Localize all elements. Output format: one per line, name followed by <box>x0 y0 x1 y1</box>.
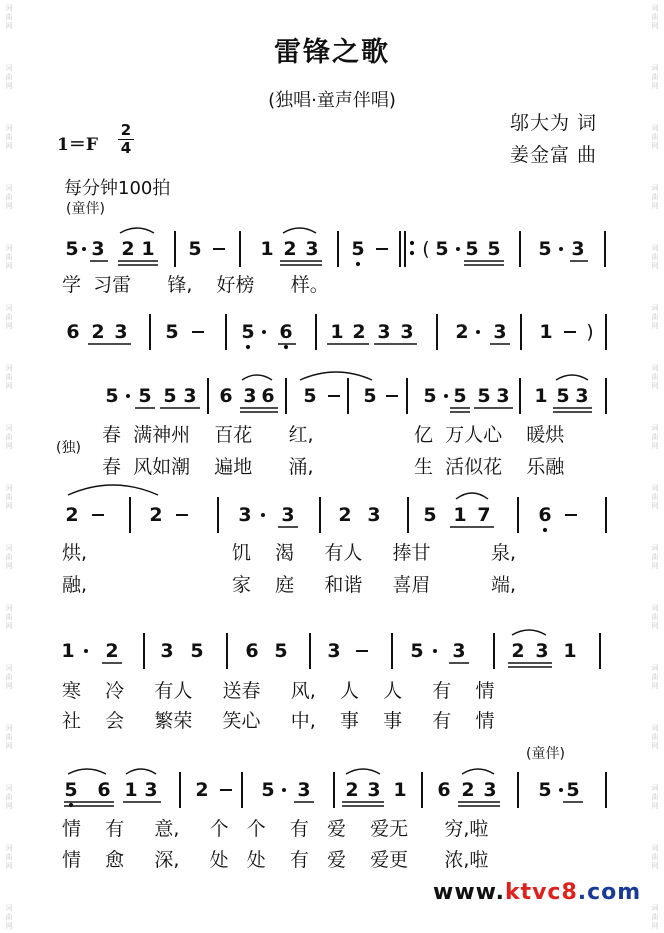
site-logo-brand: ktvc8 <box>504 880 578 905</box>
note: 2 <box>195 779 209 801</box>
lyric-line-5b: 社 会 繁荣 笑心 中, 事 事 有 情 <box>62 710 495 732</box>
note: 5 <box>556 385 570 407</box>
octave-dot <box>543 528 547 532</box>
note: 2 <box>338 504 352 526</box>
watermark-text: 词 曲 网 <box>651 664 659 690</box>
site-logo-suffix: .com <box>577 880 642 905</box>
note: 3 <box>297 779 311 801</box>
note: 1 <box>534 385 548 407</box>
note: 5 <box>261 779 275 801</box>
note: 2 <box>91 321 105 343</box>
note: 2 <box>65 504 79 526</box>
note: 1 <box>563 640 577 662</box>
slur <box>120 228 154 233</box>
augmentation-dot <box>82 247 86 251</box>
note: 3 <box>571 238 585 260</box>
note: 6 <box>66 321 80 343</box>
note: 3 <box>160 640 174 662</box>
note: 2 <box>105 640 119 662</box>
lyric-line-4a-start: 烘, <box>62 542 88 564</box>
watermark-text: 词 曲 网 <box>651 844 659 870</box>
note: 2 <box>121 238 135 260</box>
augmentation-dot <box>282 788 286 792</box>
watermark-text: 词 曲 网 <box>651 604 659 630</box>
note: 2 <box>455 321 469 343</box>
note: 1 <box>141 238 155 260</box>
watermark-text: 词 曲 网 <box>5 544 13 570</box>
paren: ) <box>586 321 594 343</box>
note: 3 <box>575 385 589 407</box>
octave-dot <box>356 262 360 266</box>
augmentation-dot <box>456 247 460 251</box>
lyric-line-3d: 生 活似花 乐融 <box>414 456 565 478</box>
watermark-text: 词 曲 网 <box>651 904 659 930</box>
composer-credit: 姜金富 曲 <box>510 144 598 166</box>
watermark-text: 词 曲 网 <box>5 364 13 390</box>
note: 1 <box>260 238 274 260</box>
note: 5 <box>477 385 491 407</box>
octave-dot <box>284 345 288 349</box>
note: 6 <box>261 385 275 407</box>
watermark-text: 词 曲 网 <box>651 544 659 570</box>
augmentation-dot <box>559 247 563 251</box>
note: 1 <box>453 504 467 526</box>
note: 5 <box>538 779 552 801</box>
slur <box>462 769 494 774</box>
note: 2 <box>352 321 366 343</box>
note: 5 <box>241 321 255 343</box>
augmentation-dot <box>84 649 88 653</box>
chorus-tag-1: (童伴) <box>66 201 105 217</box>
note: 7 <box>477 504 491 526</box>
note: 3 <box>367 779 381 801</box>
lyric-line-4a: 饥 渴 有人 捧甘 泉, <box>232 542 516 564</box>
slur <box>556 375 588 380</box>
note: 3 <box>281 504 295 526</box>
note: 5 <box>423 385 437 407</box>
watermark-text: 词 曲 网 <box>651 4 659 30</box>
augmentation-dot <box>559 788 563 792</box>
watermark-text: 词 曲 网 <box>651 724 659 750</box>
augmentation-dot <box>476 330 480 334</box>
note: 3 <box>400 321 414 343</box>
octave-dot <box>246 345 250 349</box>
note: 1 <box>393 779 407 801</box>
watermark-text: 词 曲 网 <box>651 784 659 810</box>
song-subtitle: (独唱·童声伴唱) <box>268 90 396 111</box>
note: 5 <box>65 238 79 260</box>
note: 3 <box>305 238 319 260</box>
note: 3 <box>493 321 507 343</box>
slur <box>242 375 272 380</box>
note: 3 <box>243 385 257 407</box>
note: 3 <box>483 779 497 801</box>
note: 5 <box>487 238 501 260</box>
watermark-text: 词 曲 网 <box>651 184 659 210</box>
note: 6 <box>97 779 111 801</box>
note: 5 <box>465 238 479 260</box>
note: 1 <box>330 321 344 343</box>
note: 5 <box>453 385 467 407</box>
watermark-text: 词 曲 网 <box>651 364 659 390</box>
watermark-text: 词 曲 网 <box>5 64 13 90</box>
note: 5 <box>363 385 377 407</box>
watermark-text: 词 曲 网 <box>5 304 13 330</box>
lyricist-credit: 邬大为 词 <box>510 112 598 134</box>
slur <box>68 769 106 774</box>
note: 5 <box>188 238 202 260</box>
note: 3 <box>114 321 128 343</box>
watermark-text: 词 曲 网 <box>5 784 13 810</box>
watermark-text: 词 曲 网 <box>651 64 659 90</box>
note: 2 <box>149 504 163 526</box>
note: 3 <box>367 504 381 526</box>
time-signature-bottom: 4 <box>120 139 132 157</box>
note: 5 <box>423 504 437 526</box>
augmentation-dot <box>433 649 437 653</box>
watermark-text: 词 曲 网 <box>651 484 659 510</box>
note: 5 <box>351 238 365 260</box>
chorus-tag-2: (童伴) <box>526 746 565 762</box>
slur <box>512 630 546 635</box>
note: 3 <box>535 640 549 662</box>
lyric-line-1: 学 习雷 锋, 好榜 样。 <box>62 274 329 296</box>
slur <box>456 493 488 499</box>
site-logo[interactable] <box>433 880 641 905</box>
slur <box>283 228 316 233</box>
lyric-line-6b: 情 愈 深, 处 处 有 爱 爱更 浓,啦 <box>62 849 489 871</box>
octave-dot <box>410 251 414 255</box>
site-logo-prefix: www. <box>433 880 505 905</box>
watermark-text: 词 曲 网 <box>5 4 13 30</box>
note: 5 <box>165 321 179 343</box>
note: 5 <box>538 238 552 260</box>
lyric-line-3c: 春 风如潮 遍地 涌, <box>102 456 314 478</box>
note: 3 <box>144 779 158 801</box>
note: 6 <box>219 385 233 407</box>
note: 3 <box>496 385 510 407</box>
note: 1 <box>124 779 138 801</box>
note: 5 <box>163 385 177 407</box>
song-title: 雷锋之歌 <box>274 37 390 68</box>
lyric-line-5a: 寒 冷 有人 送春 风, 人 人 有 情 <box>62 680 495 702</box>
note: 2 <box>345 779 359 801</box>
augmentation-dot <box>262 330 266 334</box>
note: 3 <box>183 385 197 407</box>
note: 1 <box>539 321 553 343</box>
time-signature-top: 2 <box>120 121 132 139</box>
note: 6 <box>279 321 293 343</box>
lyric-line-6a: 情 有 意, 个 个 有 爱 爱无 穷,啦 <box>62 818 489 840</box>
note: 2 <box>283 238 297 260</box>
note: 1 <box>61 640 75 662</box>
watermark-text: 词 曲 网 <box>651 304 659 330</box>
augmentation-dot <box>126 394 130 398</box>
watermark-text: 词 曲 网 <box>651 244 659 270</box>
note: 5 <box>105 385 119 407</box>
note: 5 <box>435 238 449 260</box>
watermark-text: 词 曲 网 <box>5 664 13 690</box>
note: 6 <box>437 779 451 801</box>
octave-dot <box>410 241 414 245</box>
note: 6 <box>245 640 259 662</box>
slur <box>346 769 380 774</box>
note: 3 <box>91 238 105 260</box>
watermark-text: 词 曲 网 <box>5 484 13 510</box>
slur <box>126 769 156 774</box>
lyric-line-4b-start: 融, <box>62 574 88 596</box>
augmentation-dot <box>444 394 448 398</box>
lyric-line-3a: 春 满神州 百花 红, <box>102 424 314 446</box>
note: 3 <box>377 321 391 343</box>
watermark-text: 词 曲 网 <box>651 124 659 150</box>
slur <box>300 372 372 380</box>
watermark-text: 词 曲 网 <box>5 424 13 450</box>
watermark-text: 词 曲 网 <box>5 724 13 750</box>
watermark-text: 词 曲 网 <box>5 604 13 630</box>
note: 3 <box>452 640 466 662</box>
paren: ( <box>422 238 430 260</box>
watermark-text: 词 曲 网 <box>5 904 13 930</box>
note: 5 <box>410 640 424 662</box>
note: 5 <box>138 385 152 407</box>
note: 3 <box>238 504 252 526</box>
watermark-text: 词 曲 网 <box>5 244 13 270</box>
watermark-text: 词 曲 网 <box>5 184 13 210</box>
note: 5 <box>190 640 204 662</box>
tempo-marking: 每分钟100拍 <box>64 178 171 199</box>
note: 6 <box>538 504 552 526</box>
note: 5 <box>566 779 580 801</box>
key-signature: 1＝F <box>57 135 98 155</box>
note: 5 <box>303 385 317 407</box>
note: 3 <box>327 640 341 662</box>
watermark-text: 词 曲 网 <box>651 424 659 450</box>
slur <box>68 485 158 495</box>
solo-tag: (独) <box>56 440 81 456</box>
watermark-text: 词 曲 网 <box>5 124 13 150</box>
lyric-line-3b: 亿 万人心 暖烘 <box>414 424 565 446</box>
note: 5 <box>64 779 78 801</box>
note: 2 <box>511 640 525 662</box>
note: 2 <box>461 779 475 801</box>
note: 5 <box>274 640 288 662</box>
watermark-text: 词 曲 网 <box>5 844 13 870</box>
augmentation-dot <box>261 513 265 517</box>
lyric-line-4b: 家 庭 和谐 喜眉 端, <box>232 574 516 596</box>
